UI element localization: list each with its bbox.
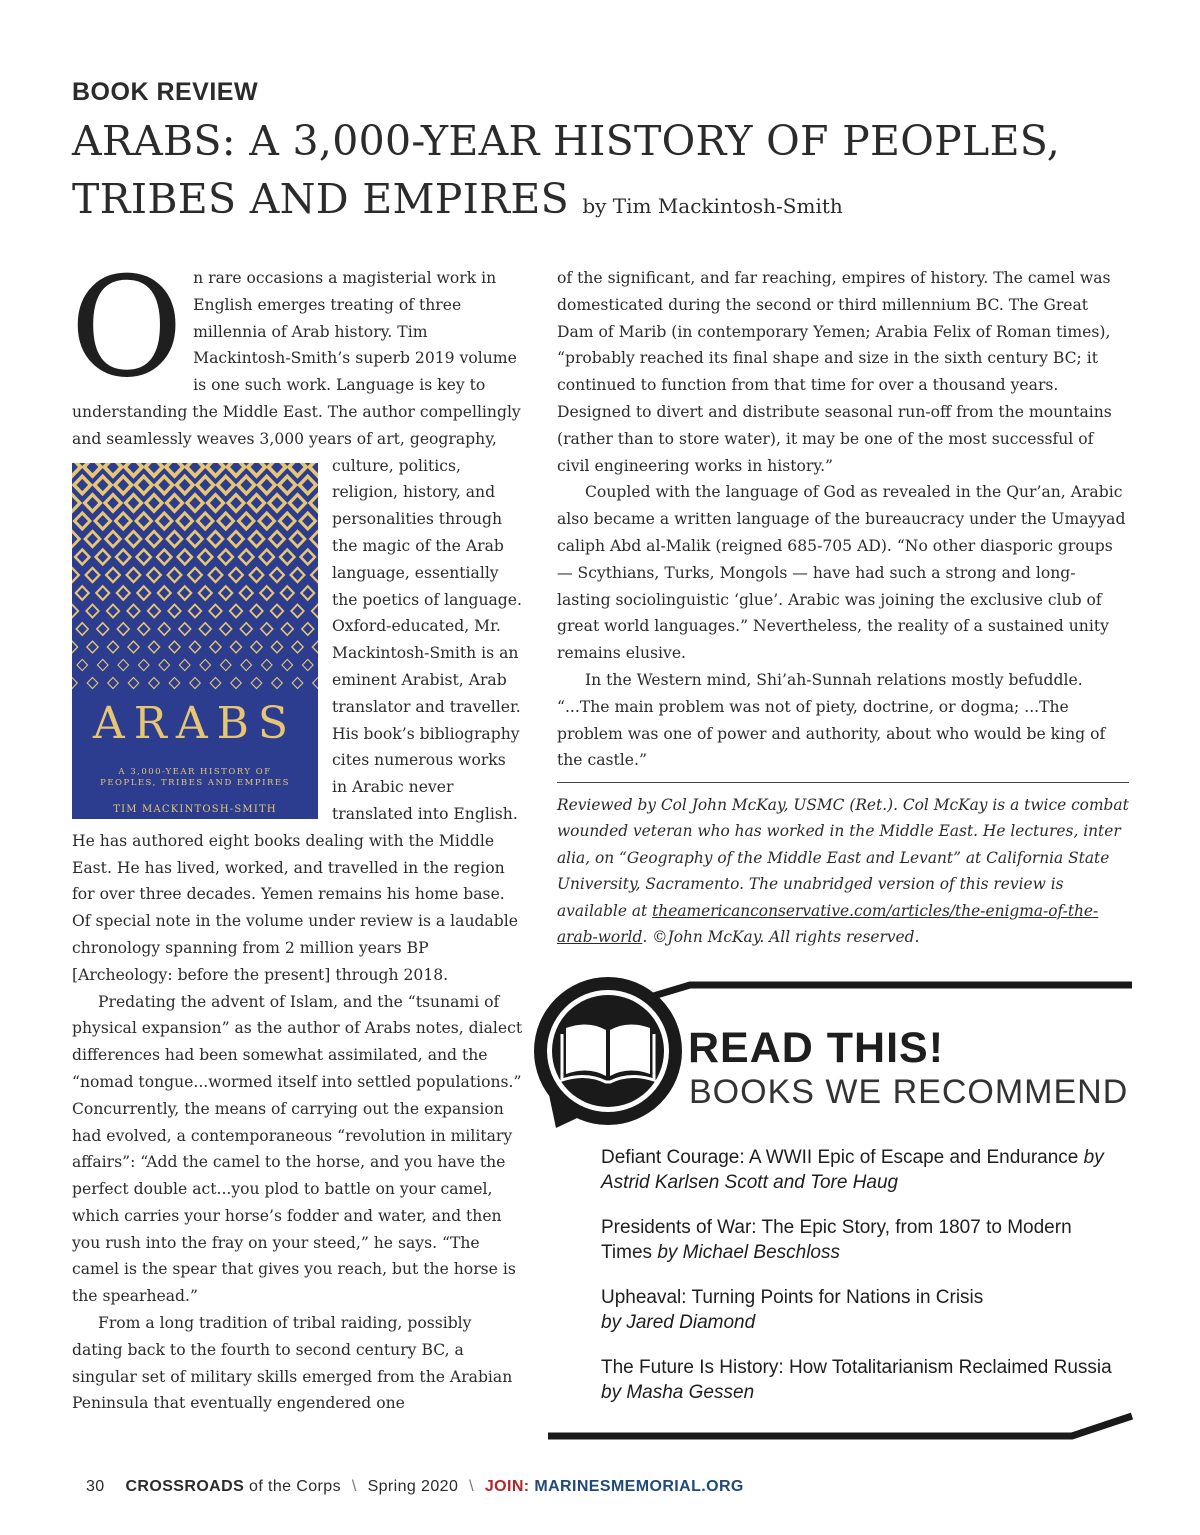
cover-pattern-diamond <box>289 494 305 511</box>
cover-pattern-diamond <box>86 567 100 581</box>
cover-pattern-diamond <box>157 549 171 564</box>
cover-pattern-diamond <box>292 641 303 653</box>
cover-pattern-diamond <box>187 494 203 511</box>
cover-pattern-diamond <box>128 677 139 688</box>
cover-pattern-diamond <box>197 476 214 493</box>
cover-pattern-diamond <box>127 604 139 617</box>
cover-pattern-diamond <box>157 513 172 529</box>
cover-pattern-diamond <box>260 549 274 564</box>
lead-text-continued: culture, politics, religion, history, and personalities through the magic of the Arab language, essentially the poetics of language. Oxford-educated, Mr. Mackintosh-Smith is an eminent Arabist, Arab translator and traveller. His book’s bibliography cites numerous works in Arabic never translated into English. He has authored eight books dealing with the Middle East. He has lived, worked, and travelled in the region for over three decades. Yemen remains his home base. Of special note in the volume under review is a laudable chronology spanning from 2 million years BP [Archeology: before the present] through 2018. <box>72 456 522 984</box>
cover-pattern-diamond <box>261 622 273 634</box>
cover-pattern-diamond <box>94 476 111 493</box>
cover-pattern-diamond <box>72 641 78 653</box>
cover-pattern-diamond <box>186 463 203 476</box>
article-paragraph-r1: of the significant, and far reaching, empires of history. The camel was domesticated during the second or third millennium BC. The Great Dam of Marib (in contemporary Yemen; Arabia Felix of Roman times), “probably reached its final shape and size in the sixth century BC; it continued to function from that time for over a thousand years. Designed to divert and distribute seasonal run-off from the mountains (rather than to store water), it may be one of the most successful of civil engineering works in history.” <box>557 269 1112 475</box>
cover-pattern-diamond <box>104 463 121 476</box>
cover-pattern-diamond <box>138 622 150 634</box>
cover-pattern-diamond <box>106 567 120 581</box>
cover-pattern-diamond <box>209 567 223 581</box>
cover-pattern-diamond <box>74 476 91 493</box>
cover-pattern-diamond <box>198 513 213 529</box>
cover-pattern-diamond <box>270 531 285 547</box>
headline-line-2: TRIBES AND EMPIRES <box>72 175 569 223</box>
reviewer-copyright: . ©John McKay. All rights reserved. <box>642 928 920 947</box>
cover-pattern-diamond <box>128 641 139 653</box>
cover-pattern-diamond <box>229 531 244 547</box>
page-number: 30 <box>86 1478 105 1495</box>
section-kicker: BOOK REVIEW <box>72 78 259 106</box>
cover-pattern-diamond <box>166 463 183 476</box>
cover-author: TIM MACKINTOSH-SMITH <box>113 803 277 815</box>
cover-pattern-diamond <box>250 604 262 617</box>
book-cover-image <box>72 463 318 819</box>
cover-pattern-diamond <box>72 677 77 688</box>
drop-cap: O <box>70 247 184 408</box>
cover-pattern-diamond <box>77 659 88 670</box>
read-this-subtitle: BOOKS WE RECOMMEND <box>689 1073 1129 1111</box>
open-book-icon <box>534 977 682 1128</box>
article-lead-paragraph <box>70 247 524 989</box>
cover-pattern-diamond <box>220 622 232 634</box>
cover-pattern-diamond <box>229 567 243 581</box>
cover-pattern-diamond <box>310 494 318 511</box>
cover-pattern-diamond <box>281 586 294 600</box>
cover-pattern-diamond <box>190 677 201 688</box>
cover-pattern-diamond <box>166 494 182 511</box>
book-author: by Michael Beschloss <box>657 1241 841 1263</box>
headline-line-1: ARABS: A 3,000-YEAR HISTORY OF PEOPLES, <box>72 117 1061 165</box>
cover-pattern-diamond <box>207 494 223 511</box>
cover-pattern-diamond <box>158 622 170 634</box>
cover-pattern-diamond <box>208 531 223 547</box>
cover-pattern-diamond <box>87 677 98 688</box>
cover-pattern-diamond <box>311 567 318 581</box>
cover-pattern-diamond <box>220 659 231 670</box>
cover-pattern-diamond <box>219 549 233 564</box>
cover-pattern-diamond <box>148 604 160 617</box>
cover-pattern-diamond <box>260 586 273 600</box>
cover-pattern-diamond <box>312 604 318 617</box>
reviewer-text: Reviewed by Col John McKay, USMC (Ret.). Col McKay is a twice combat wounded veteran who has worked in the Middle East. He lectures, inter alia, on “Geography of the Middle East and Levant” at California State University, Sacramento. The unabridged version of this review is available at <box>557 796 1129 920</box>
cover-pattern-diamond <box>313 677 318 688</box>
article-paragraph-2: Predating the advent of Islam, and the “tsunami of physical expansion” as the author of Arabs notes, dialect differences had been somewhat assimilated, and the “nomad tongue...wormed itself into settled populations.” Concurrently, the means of carrying out the expansion had evolved, a contemporaneous “revolution in military affairs”: “Add the camel to the horse, and you have the perfect double act...you plod to battle on your camel, which carries your horse’s fodder and water, and then you rush into the fray on your steed,” he says. “The camel is the spear that gives you reach, but the horse is the spearhead.” <box>72 992 523 1306</box>
cover-pattern-diamond <box>125 494 141 511</box>
cover-pattern-diamond <box>207 463 224 476</box>
cover-pattern-diamond <box>188 531 203 547</box>
cover-pattern-diamond <box>145 463 162 476</box>
cover-pattern-diamond <box>249 531 264 547</box>
cover-pattern-diamond <box>148 641 159 653</box>
cover-pattern-diamond <box>168 604 180 617</box>
cover-pattern-diamond <box>72 531 79 547</box>
issue-label: Spring 2020 <box>367 1478 459 1495</box>
cover-pattern-diamond <box>268 463 285 476</box>
cover-pattern-diamond <box>126 531 141 547</box>
cover-pattern-diamond <box>72 567 79 581</box>
cover-pattern-diamond <box>76 586 89 600</box>
footer-separator: \ <box>351 1478 357 1495</box>
cover-pattern-diamond <box>137 549 151 564</box>
article-column-left <box>70 247 524 1417</box>
cover-pattern-diamond <box>248 463 265 476</box>
cover-pattern-diamond <box>251 677 262 688</box>
magazine-brand: CROSSROADS <box>125 1478 245 1495</box>
cover-pattern-diamond <box>105 494 121 511</box>
website-link[interactable]: MARINESMEMORIAL.ORG <box>534 1478 744 1495</box>
cover-pattern-diamond <box>159 659 170 670</box>
cover-pattern-diamond <box>300 513 315 529</box>
cover-pattern-diamond <box>178 586 191 600</box>
lead-text: n rare occasions a magisterial work in English emerges treating of three millennia of Arab history. Tim Mackintosh-Smith’s superb 2019 volume is one such work. Language is key to understanding the Middle East. The author compellingly and seamlessly weaves 3,000 years of art, geography, <box>72 269 521 448</box>
cover-pattern-diamond <box>87 641 98 653</box>
cover-pattern-diamond <box>169 641 180 653</box>
cover-pattern-diamond <box>230 641 241 653</box>
footer-separator: \ <box>469 1478 474 1495</box>
cover-pattern-diamond <box>291 604 303 617</box>
cover-pattern-diamond <box>189 604 201 617</box>
cover-pattern-diamond <box>116 549 130 564</box>
cover-pattern-diamond <box>217 476 234 493</box>
cover-pattern-diamond <box>271 641 282 653</box>
magazine-brand-rest: of the Corps <box>249 1478 341 1495</box>
cover-pattern-diamond <box>169 677 180 688</box>
cover-pattern-diamond <box>107 641 118 653</box>
book-title: Presidents of War: The Epic Story, from 1807 to Modern Times <box>601 1217 1072 1263</box>
cover-pattern-diamond <box>271 604 283 617</box>
cover-pattern-diamond <box>117 586 130 600</box>
cover-pattern-diamond <box>209 604 221 617</box>
cover-pattern-diamond <box>279 476 296 493</box>
cover-pattern-diamond <box>178 549 192 564</box>
cover-pattern-diamond <box>239 513 254 529</box>
cover-pattern-diamond <box>210 641 221 653</box>
cover-pattern-diamond <box>280 549 294 564</box>
headline-byline: by Tim Mackintosh-Smith <box>582 194 843 218</box>
cover-lattice-pattern <box>72 463 318 703</box>
article-paragraph-3: From a long tradition of tribal raiding, possibly dating back to the fourth to second century BC, a singular set of military skills emerged from the Arabian Peninsula that eventually engendered one <box>72 1314 513 1413</box>
cover-pattern-diamond <box>158 586 171 600</box>
cover-pattern-diamond <box>107 604 119 617</box>
cover-pattern-diamond <box>137 586 150 600</box>
cover-pattern-diamond <box>199 586 212 600</box>
cover-pattern-diamond <box>176 476 193 493</box>
cover-pattern-diamond <box>117 622 129 634</box>
page-footer <box>86 1478 744 1496</box>
cover-pattern-diamond <box>228 494 244 511</box>
cover-pattern-diamond <box>116 513 131 529</box>
cover-pattern-diamond <box>84 494 100 511</box>
cover-pattern-diamond <box>138 659 149 670</box>
book-author: by Jared Diamond <box>601 1311 756 1333</box>
cover-pattern-diamond <box>250 567 264 581</box>
cover-pattern-diamond <box>251 641 262 653</box>
list-item <box>601 1286 1121 1335</box>
cover-pattern-diamond <box>270 567 284 581</box>
list-item <box>601 1356 1121 1405</box>
cover-pattern-diamond <box>118 659 129 670</box>
cover-pattern-diamond <box>200 659 211 670</box>
cover-pattern-diamond <box>301 586 314 600</box>
book-title: The Future Is History: How Totalitarianism Reclaimed Russia <box>601 1357 1112 1378</box>
cover-pattern-diamond <box>72 604 78 617</box>
article-headline <box>72 112 1152 235</box>
cover-pattern-diamond <box>269 494 285 511</box>
cover-pattern-diamond <box>290 531 305 547</box>
cover-pattern-diamond <box>189 641 200 653</box>
cover-title: ARABS <box>92 697 298 749</box>
cover-pattern-diamond <box>240 622 252 634</box>
cover-pattern-diamond <box>238 476 255 493</box>
recommended-books-list <box>601 1146 1121 1426</box>
cover-pattern-diamond <box>188 567 202 581</box>
cover-pattern-diamond <box>218 513 233 529</box>
cover-pattern-diamond <box>258 476 275 493</box>
cover-pattern-diamond <box>86 604 98 617</box>
cover-pattern-diamond <box>227 463 244 476</box>
cover-pattern-diamond <box>239 549 253 564</box>
cover-pattern-diamond <box>301 549 315 564</box>
cover-pattern-diamond <box>76 622 88 634</box>
book-author: by Masha Gessen <box>601 1381 755 1403</box>
cover-pattern-diamond <box>97 659 108 670</box>
cover-pattern-diamond <box>106 531 121 547</box>
list-item <box>601 1146 1121 1195</box>
cover-pattern-diamond <box>72 494 80 511</box>
cover-pattern-diamond <box>311 531 318 547</box>
cover-pattern-diamond <box>231 677 242 688</box>
cover-pattern-diamond <box>248 494 264 511</box>
cover-pattern-diamond <box>136 513 151 529</box>
cover-pattern-diamond <box>179 659 190 670</box>
cover-pattern-diamond <box>108 677 119 688</box>
cover-pattern-diamond <box>97 622 109 634</box>
cover-pattern-diamond <box>149 677 160 688</box>
cover-subtitle: A 3,000-YEAR HISTORY OF PEOPLES, TRIBES AND EMPIRES <box>100 766 290 788</box>
cover-pattern-diamond <box>156 476 173 493</box>
cover-pattern-diamond <box>219 586 232 600</box>
cover-pattern-diamond <box>167 531 182 547</box>
cover-pattern-diamond <box>281 622 293 634</box>
book-title: Upheaval: Turning Points for Nations in Crisis <box>601 1287 984 1308</box>
join-label: JOIN: <box>484 1478 530 1495</box>
article-paragraph-r2: Coupled with the language of God as revealed in the Qur’an, Arabic also became a written language of the bureaucracy under the Umayyad caliph Abd al-Malik (reigned 685-705 AD). “No other diasporic groups — Scythians, Turks, Mongols — have had such a strong and long-lasting sociolinguistic ‘glue’. Arabic was joining the exclusive club of great world languages.” Nevertheless, the reality of a sustained unity remains elusive. <box>557 483 1126 663</box>
cover-pattern-diamond <box>289 463 306 476</box>
cover-pattern-diamond <box>198 549 212 564</box>
cover-pattern-diamond <box>84 463 101 476</box>
cover-pattern-diamond <box>302 622 314 634</box>
cover-pattern-diamond <box>240 586 253 600</box>
cover-pattern-diamond <box>72 463 81 476</box>
cover-pattern-diamond <box>85 531 100 547</box>
review-link[interactable]: theamericanconservative.com/articles/the-enigma-of-the-arab-world <box>557 901 1099 947</box>
cover-pattern-diamond <box>75 549 89 564</box>
cover-pattern-diamond <box>280 513 295 529</box>
cover-pattern-diamond <box>261 659 272 670</box>
cover-pattern-diamond <box>179 622 191 634</box>
cover-pattern-diamond <box>147 567 161 581</box>
cover-pattern-diamond <box>259 513 274 529</box>
article-paragraph-r3: In the Western mind, Shi’ah-Sunnah relations mostly befuddle. “...The main problem was not of piety, doctrine, or dogma; ...The problem was one of power and authority, about who would be king of the castle.” <box>557 670 1106 770</box>
cover-pattern-diamond <box>75 513 90 529</box>
cover-pattern-diamond <box>95 513 110 529</box>
cover-pattern-diamond <box>96 549 110 564</box>
cover-pattern-diamond <box>96 586 109 600</box>
cover-pattern-diamond <box>125 463 142 476</box>
cover-pattern-diamond <box>292 677 303 688</box>
cover-pattern-diamond <box>135 476 152 493</box>
list-item <box>601 1216 1121 1265</box>
cover-pattern-diamond <box>299 476 316 493</box>
cover-pattern-diamond <box>230 604 242 617</box>
cover-pattern-diamond <box>146 494 162 511</box>
read-this-title: READ THIS! <box>688 1024 945 1072</box>
cover-pattern-diamond <box>302 659 313 670</box>
cover-pattern-diamond <box>291 567 305 581</box>
cover-pattern-diamond <box>312 641 318 653</box>
cover-pattern-diamond <box>115 476 132 493</box>
cover-pattern-diamond <box>127 567 141 581</box>
cover-pattern-diamond <box>147 531 162 547</box>
cover-pattern-diamond <box>272 677 283 688</box>
cover-pattern-diamond <box>210 677 221 688</box>
book-author: by Astrid Karlsen Scott and Tore Haug <box>601 1147 1104 1193</box>
cover-pattern-diamond <box>309 463 318 476</box>
cover-pattern-diamond <box>241 659 252 670</box>
book-title: Defiant Courage: A WWII Epic of Escape and Endurance <box>601 1147 1079 1168</box>
cover-pattern-diamond <box>168 567 182 581</box>
cover-pattern-diamond <box>282 659 293 670</box>
cover-pattern-diamond <box>177 513 192 529</box>
cover-pattern-diamond <box>199 622 211 634</box>
